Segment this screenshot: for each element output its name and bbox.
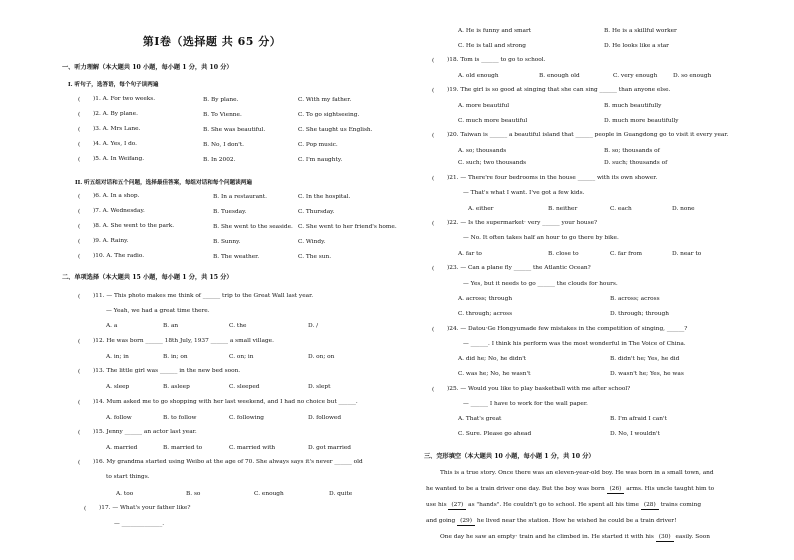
blank-26[interactable]: (26) xyxy=(607,485,625,494)
question-25: )25. — Would you like to play basketball with me after school? xyxy=(447,386,631,392)
blank-30[interactable]: (30) xyxy=(656,533,674,542)
blank-29[interactable]: (29) xyxy=(457,517,475,526)
question-20: )20. Taiwan is ______ a beautiful island that ______ people in Guangdong go to visit it every year. xyxy=(447,132,729,138)
question-17: )17. — What's your father like? xyxy=(99,505,191,511)
question-23: )23. — Can a plane fly ______ the Atlantic Ocean? xyxy=(447,265,591,271)
question-18: )18. Tom is ______ to go to school. xyxy=(447,57,546,63)
section-cloze-heading: 三、完形填空（本大题共 10 小题，每小题 1 分，共 10 分） xyxy=(424,453,595,460)
question-15: )15. Jenny ______ an actor last year. xyxy=(93,429,197,435)
listening-part2-instruction: II. 听五组对话和五个问题，选择最佳答案，每组对话和每个问题读两遍 xyxy=(75,180,252,186)
question-21: )21. — There're four bedrooms in the house ______ with its own shower. xyxy=(447,175,658,181)
section-single-choice-heading: 二、单项选择（本大题共 15 小题，每小题 1 分，共 15 分） xyxy=(62,274,233,281)
listening-part1-instruction: I. 听句子，选答语，每个句子读两遍 xyxy=(68,82,159,88)
question-19: )19. The girl is so good at singing that she can sing ______ than anyone else. xyxy=(447,87,671,93)
blank-27[interactable]: (27) xyxy=(448,501,466,510)
section-listening-heading: 一、听力理解（本大题共 10 小题，每小题 1 分，共 10 分） xyxy=(62,64,233,71)
question-13: )13. The little girl was ______ in the new bed soon. xyxy=(93,368,241,374)
question-22: )22. — Is the supermarket· very ______ your house? xyxy=(447,220,598,226)
page-title: 第Ⅰ卷（选择题 共 65 分） xyxy=(142,35,282,48)
blank-28[interactable]: (28) xyxy=(641,501,659,510)
question-24: )24. — Datou·Ge Hongyumade few mistakes in the competition of singing, ______? xyxy=(447,326,688,332)
question-12: )12. He was born ______ 18th July, 1937 ______ a small village. xyxy=(93,338,274,344)
exam-page: 第Ⅰ卷（选择题 共 65 分） 一、听力理解（本大题共 10 小题，每小题 1 分，共 10 分） I. 听句子，选答语，每个句子读两遍 ( )1. A. For two weeks. B. By plane. C. With my father. ( )2. A. By plane. B. To Vienne. C. To go sightseeing. ( )3. A. Mrs Lane. B. She was beautiful. C. She taught us English. ( )4. A. Yes, I do. B. No, I don't. C. Pop music. ( )5. A. In Weifang. B. In 2002. C. I'm naughty. II. 听五组对话和五个问题，选择最佳答案，每组对话和每个问题读两遍 ( )6. A. In a shop. B. In a restaurant. C. In the hospital. ( )7. A. Wednesday. B. Tuesday. C. Thursday. ( )8. A. She went to the park. B. She went to the seaside. C. She went to her friend's home. ( )9. A. Rainy. B. Sunny. C. Windy. ( )10. A. The radio. B. The weather. C. The sun. 二、单项选择（本大题共 15 小题，每小题 1 分，共 15 分） ( )11. — This photo makes me think of ______ trip to the Great Wall last year. — Yeah, we had a great time there. A. a B. an C. the D. / ( )12. He was born ______ 18th July, 1937 ______ a small village. A. in; in B. in; on C. on; in D. on; on ( )13. The little girl was ______ in the new bed soon. A. sleep B. asleep C. sleeped D. slept ( )14. Mum asked me to go shopping with her last weekend, and I had no choice but ______. A. follow B. to follow C. following D. followed ( )15. Jenny ______ an actor last year. A. married B. married to C. married with D. got married ( )16. My grandma started using Weibo at the age of 70. She always says it's never ______ old to start things. A. too B. so C. enough D. quite ( )17. — What's your father like? — ______________. A. He is funny and smart B. He is a skillful worker C. He is tall and strong D. He looks like a star ( )18. Tom is ______ to go to school. A. old enough B. enough old C. very enough D. so enough ( )19. The girl is so good at singing that she can sing ______ than anyone else. A. more beautiful B. much beautifully C. much more beautiful D. much more beautifully ( )20. Taiwan is ______ a beautiful island that ______ people in Guangdong go to visit it every year. A. so; thousands B. so; thousands of C. such; two thousands D. such; thousands of ( )21. — There're four bedrooms in the house ______ with its own shower. — That's what I want. I've got a few kids. A. either B. neither C. each D. none ( )22. — Is the supermarket· very ______ your house? — No. It often takes half an hour to go there by bike. A. far to B. close to C. far from D. near to ( )23. — Can a plane fly ______ the Atlantic Ocean? — Yes, but it needs to go ______ the clouds for hours. A. across; through B. across; across C. through; across D. through; through ( )24. — Datou·Ge Hongyumade few mistakes in the competition of singing, ______? — ______. I think his perform was the most wonderful in The Voice of China. A. did he; No, he didn't B. didn't he; Yes, he did C. was he; No, he wasn't D. wasn't he; Yes, he was ( )25. — Would you like to play basketball with me after school? — ______ I have to work for the wall paper. A. That's great B. I'm afraid I can't C. Sure. Please go ahead D. No, I wouldn't 三、完形填空（本大题共 10 小题，每小题 1 分，共 10 分） This is a true story. Once there was an eleven-year-old boy. He was born in a small town, and he wanted to be a train driver one day. But the boy was born (26) arms. His uncle taught him to use his (27) as "hands". He couldn't go to school. He spent all his time (28) trains coming and going (29) he lived near the station. How he wished he could be a train driver! One day he saw an empty· train and he climbed in. He started it with his (30) easily. Soon xyxy=(62,28,729,540)
question-14: )14. Mum asked me to go shopping with her last weekend, and I had no choice but ______. xyxy=(93,399,358,405)
question-16: )16. My grandma started using Weibo at the age of 70. She always says it's never ______ old xyxy=(93,459,363,465)
question-11: )11. — This photo makes me think of ______ trip to the Great Wall last year. xyxy=(93,293,314,299)
